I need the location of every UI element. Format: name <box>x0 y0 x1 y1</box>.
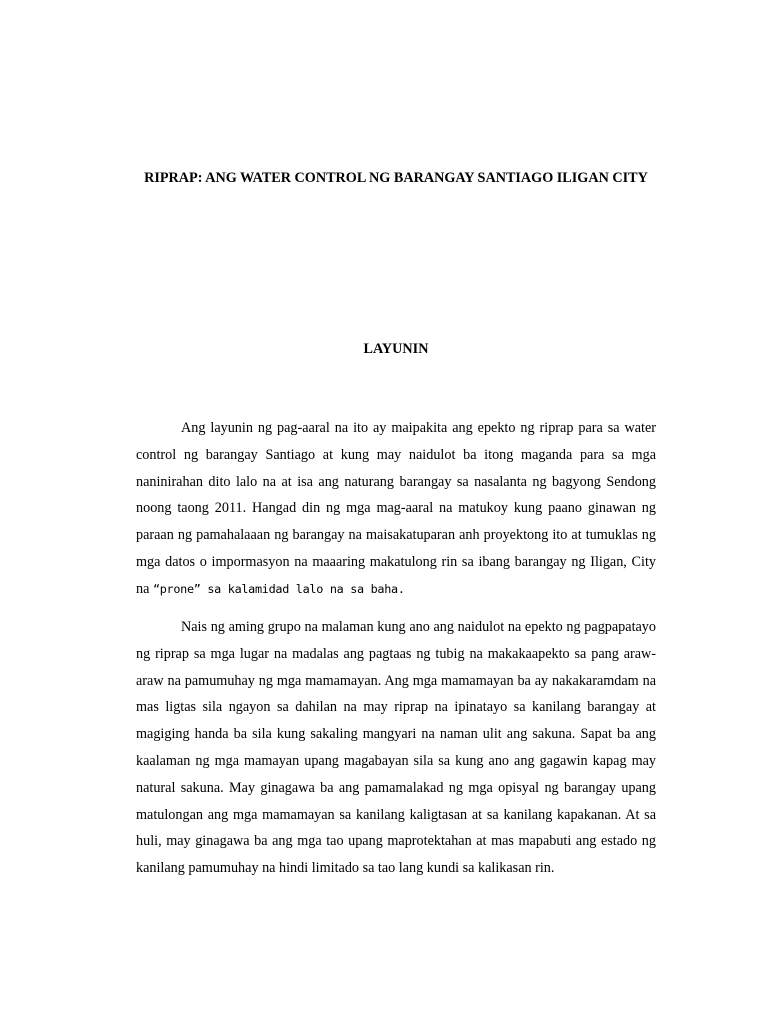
paragraph-1-text: Ang layunin ng pag-aaral na ito ay maipakita ang epekto ng riprap para sa water control ng barangay Santiago at kung may naidulot ba itong maganda para sa mga naninirahan dito lalo na at isa ang naturang barangay sa nasalanta ng bagyong Sendong noong taong 2011. Hangad din ng mga mag-aaral na matukoy kung paano ginawan ng paraan ng pamahalaaan ng barangay na maisakatuparan anh proyektong ito at tumuklas ng mga datos o impormasyon na maaaring makatulong rin sa ibang barangay ng Iligan, City na <box>136 420 656 597</box>
section-heading: LAYUNIN <box>363 341 429 357</box>
document-title: RIPRAP: ANG WATER CONTROL NG BARANGAY SANTIAGO ILIGAN CITY <box>144 170 648 186</box>
paragraph-2: Nais ng aming grupo na malaman kung ano ang naidulot na epekto ng pagpapatayo ng riprap sa mga lugar na madalas ang pagtaas ng tubig na makakaapekto sa pang araw-araw na pamumuhay ng mga mamamayan. Ang mga mamamayan ba ay nakakaramdam na mas ligtas sila ngayon sa dahilan na may riprap na ipinatayo sa kanilang barangay at magiging handa ba sila kung sakaling mangyari na naman ulit ang sakuna. Sapat ba ang kaalaman ng mga mamayan upang magabayan sila sa kung ano ang gagawin kapag may natural sakuna. May ginagawa ba ang pamamalakad ng mga opisyal ng barangay upang matulongan ang mga mamamayan sa kanilang kaligtasan at sa kanilang kapakanan. At sa huli, may ginagawa ba ang mga tao upang maprotektahan at mas mapabuti ang estado ng kanilang pamumuhay na hindi limitado sa tao lang kundi sa kalikasan rin. <box>136 619 656 877</box>
paragraph-1 <box>136 415 656 603</box>
paragraph-1-tail: “prone” sa kalamidad lalo na sa baha. <box>152 581 405 596</box>
